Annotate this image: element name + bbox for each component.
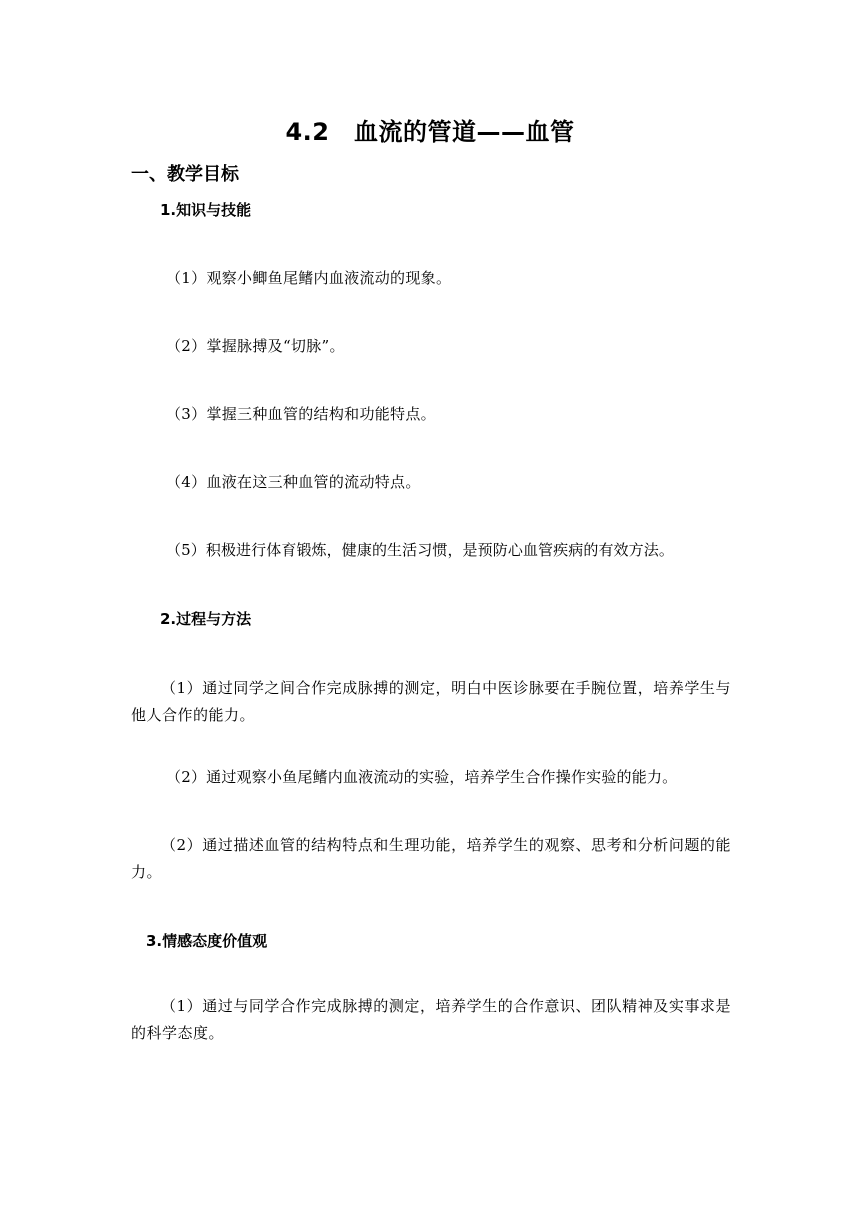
document-title: 4.2 血流的管道——血管 [285, 118, 575, 146]
subsection-heading-process-methods: 2.过程与方法 [160, 610, 252, 628]
knowledge-item-3: （3）掌握三种血管的结构和功能特点。 [166, 405, 436, 423]
knowledge-item-1: （1）观察小鲫鱼尾鳍内血液流动的现象。 [166, 269, 452, 287]
knowledge-item-5: （5）积极进行体育锻炼，健康的生活习惯，是预防心血管疾病的有效方法。 [166, 541, 674, 559]
knowledge-item-2: （2）掌握脉搏及“切脉”。 [166, 337, 345, 355]
process-item-1: （1）通过同学之间合作完成脉搏的测定，明白中医诊脉要在手腕位置，培养学生与他人合作的能力。 [131, 679, 731, 724]
section-heading-teaching-goals: 一、教学目标 [131, 164, 239, 185]
process-item-2: （2）通过观察小鱼尾鳍内血液流动的实验，培养学生合作操作实验的能力。 [166, 768, 678, 786]
subsection-heading-knowledge-skills: 1.知识与技能 [160, 201, 252, 219]
subsection-heading-attitudes-values: 3.情感态度价值观 [146, 932, 268, 950]
process-item-3: （2）通过描述血管的结构特点和生理功能，培养学生的观察、思考和分析问题的能力。 [131, 836, 731, 881]
attitude-item-1: （1）通过与同学合作完成脉搏的测定，培养学生的合作意识、团队精神及实事求是的科学态度。 [131, 997, 731, 1042]
knowledge-item-4: （4）血液在这三种血管的流动特点。 [166, 473, 421, 491]
